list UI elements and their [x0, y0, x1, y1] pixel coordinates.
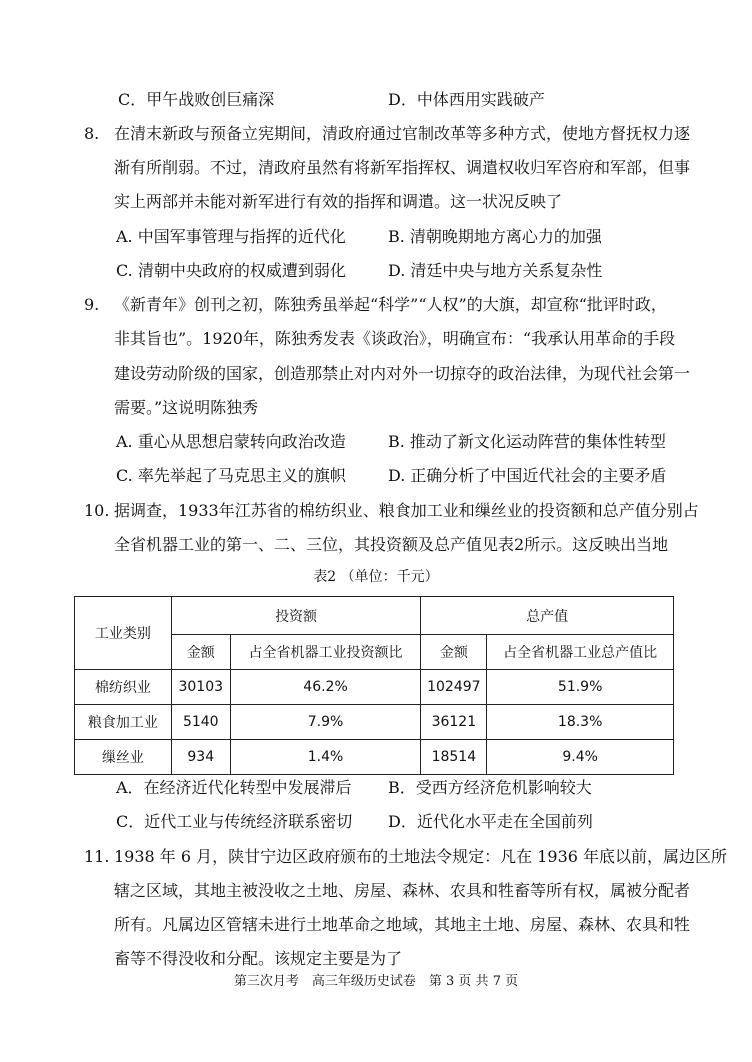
q10-number: 10. — [84, 501, 110, 520]
row-invest-pct: 7.9% — [230, 705, 421, 740]
q8-number: 8. — [84, 124, 100, 143]
q9-stem-line-3: 建设劳动阶级的国家，创造那禁止对内对外一切掠夺的政治法律，为现代社会第一 — [114, 364, 691, 383]
q10-stem-line-1: 据调查，1933年江苏省的棉纺织业、粮食加工业和缫丝业的投资额和总产值分别占 — [114, 501, 699, 520]
q8-option-b: B. 清朝晚期地方离心力的加强 — [388, 227, 602, 246]
subheader-output-amount: 金额 — [421, 635, 487, 670]
row-output-pct: 9.4% — [487, 740, 674, 775]
q8-option-d: D. 清廷中央与地方关系复杂性 — [388, 261, 603, 280]
row-category: 缫丝业 — [75, 740, 172, 775]
q8-option-a: A. 中国军事管理与指挥的近代化 — [116, 227, 346, 246]
q8-stem-line-3: 实上两部并未能对新军进行有效的指挥和调遣。这一状况反映了 — [114, 192, 563, 211]
row-invest-amount: 30103 — [171, 670, 230, 705]
subheader-output-ratio: 占全省机器工业总产值比 — [487, 635, 674, 670]
page-footer: 第三次月考 高三年级历史试卷 第 3 页 共 7 页 — [233, 974, 519, 989]
q9-option-b: B. 推动了新文化运动阵营的集体性转型 — [388, 432, 666, 451]
row-invest-pct: 1.4% — [230, 740, 421, 775]
row-output-amount: 36121 — [421, 705, 487, 740]
q11-stem-line-2: 辖之区域，其地主被没收之土地、房屋、森林、农具和牲畜等所有权，属被分配者 — [114, 881, 691, 900]
q9-number: 9. — [84, 295, 100, 314]
q10-option-c: C．近代工业与传统经济联系密切 — [116, 812, 353, 831]
row-category: 棉纺织业 — [75, 670, 172, 705]
row-output-amount: 18514 — [421, 740, 487, 775]
row-invest-amount: 5140 — [171, 705, 230, 740]
q8-stem-line-2: 渐有所削弱。不过，清政府虽然有将新军指挥权、调遣权收归军咨府和军部，但事 — [114, 158, 691, 177]
q9-stem-line-2: 非其旨也”。1920年，陈独秀发表《谈政治》，明确宣布：“我承认用革命的手段 — [114, 329, 676, 348]
q8-stem-line-1: 在清末新政与预备立宪期间，清政府通过官制改革等多种方式，使地方督抚权力逐 — [114, 124, 691, 143]
subheader-invest-amount: 金额 — [171, 635, 230, 670]
q11-stem-line-3: 所有。凡属边区管辖未进行土地革命之地域，其地主土地、房屋、森林、农具和牲 — [114, 915, 691, 934]
q8-option-c: C. 清朝中央政府的权威遭到弱化 — [116, 261, 346, 280]
subheader-invest-ratio: 占全省机器工业投资额比 — [230, 635, 421, 670]
q9-option-c: C. 率先举起了马克思主义的旗帜 — [116, 466, 346, 485]
table-row — [75, 740, 674, 775]
row-output-pct: 51.9% — [487, 670, 674, 705]
row-output-pct: 18.3% — [487, 705, 674, 740]
q9-option-d: D. 正确分析了中国近代社会的主要矛盾 — [388, 466, 667, 485]
table-caption: 表2 （单位：千元） — [313, 569, 439, 585]
q10-option-b: B．受西方经济危机影响较大 — [388, 778, 592, 797]
q10-option-a: A．在经济近代化转型中发展滞后 — [116, 778, 352, 797]
header-output: 总产值 — [421, 597, 674, 635]
q9-stem-line-4: 需要。”这说明陈独秀 — [114, 398, 259, 417]
q9-option-a: A. 重心从思想启蒙转向政治改造 — [116, 432, 346, 451]
q9-stem-line-1: 《新青年》创刊之初，陈独秀虽举起“科学”“人权”的大旗，却宣称“批评时政， — [114, 295, 667, 314]
row-output-amount: 102497 — [421, 670, 487, 705]
table-row — [75, 670, 674, 705]
q10-option-d: D．近代化水平走在全国前列 — [388, 812, 593, 831]
q11-number: 11. — [84, 847, 110, 866]
q11-stem-line-4: 畜等不得没收和分配。该规定主要是为了 — [114, 949, 403, 968]
table-header-row — [75, 597, 674, 635]
row-invest-amount: 934 — [171, 740, 230, 775]
header-category: 工业类别 — [75, 597, 172, 670]
q7-option-d: D．中体西用实践破产 — [388, 90, 545, 109]
row-category: 粮食加工业 — [75, 705, 172, 740]
row-invest-pct: 46.2% — [230, 670, 421, 705]
q7-option-c: C．甲午战败创巨痛深 — [118, 90, 275, 109]
q11-stem-line-1: 1938 年 6 月，陕甘宁边区政府颁布的土地法令规定：凡在 1936 年底以前，属边区所 — [114, 847, 728, 866]
header-investment: 投资额 — [171, 597, 421, 635]
q10-stem-line-2: 全省机器工业的第一、二、三位，其投资额及总产值见表2所示。这反映出当地 — [114, 535, 669, 554]
table-row — [75, 705, 674, 740]
industry-table — [74, 596, 674, 775]
